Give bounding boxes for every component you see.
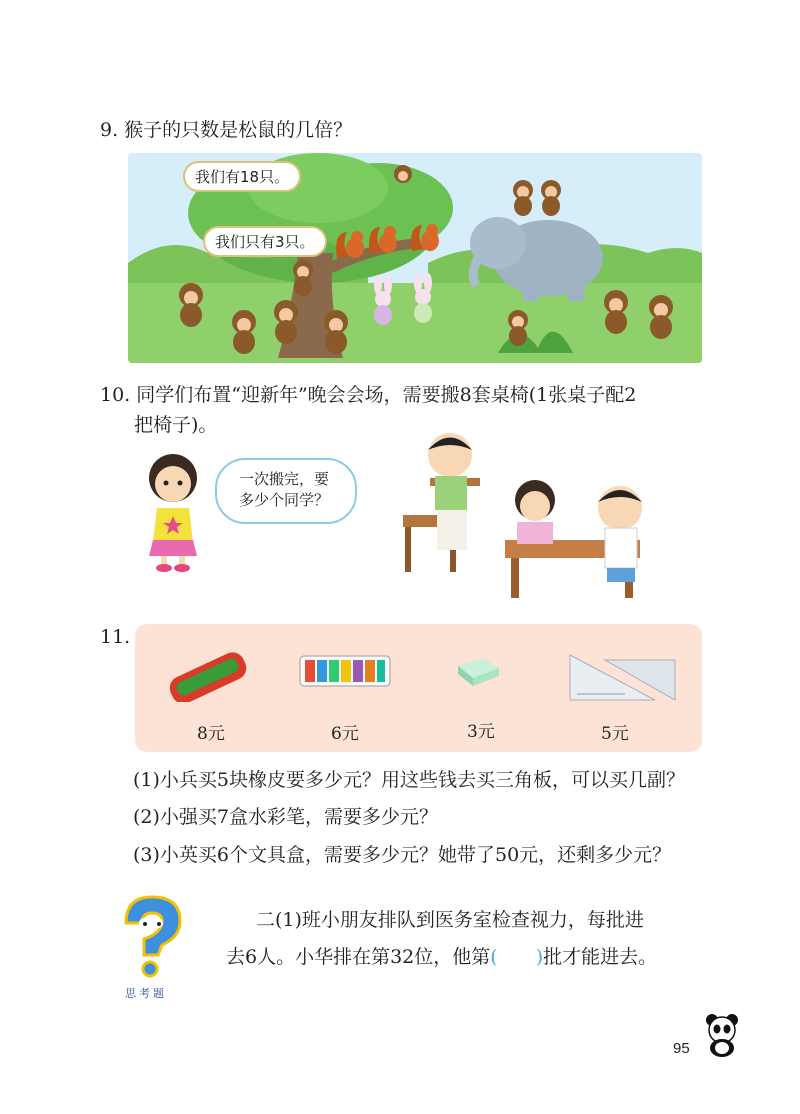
monkey-icon <box>173 281 209 331</box>
monkey-icon <box>536 178 566 220</box>
monkeys-speech-bubble: 我们有18只。 <box>183 161 301 192</box>
thought-bubble-line2: 多少个同学？ <box>239 491 330 509</box>
thinking-question-line1: 二(1)班小朋友排队到医务室检查视力，每批进 <box>256 909 644 931</box>
page-number: 95 <box>673 1040 690 1057</box>
question-11-part-2: (2)小强买7盒水彩笔，需要多少元？ <box>133 806 439 828</box>
monkey-icon <box>268 298 304 348</box>
squirrel-icon <box>333 228 367 264</box>
watercolor-pens-icon <box>295 646 395 700</box>
children-moving-furniture-illustration <box>395 430 670 619</box>
thinking-question-line2 <box>226 942 657 972</box>
monkey-icon <box>288 258 318 300</box>
monkey-icon <box>503 308 533 350</box>
question-10-line2: 把椅子)。 <box>134 414 218 436</box>
eraser-icon <box>453 654 503 692</box>
triangle-rulers-icon <box>565 650 680 709</box>
thinking-line2-end: 批才能进去。 <box>543 946 658 968</box>
thought-bubble-line1: 一次搬完，要 <box>239 470 330 488</box>
answer-blank[interactable]: ( ) <box>490 946 544 968</box>
question-11-part-1: (1)小兵买5块橡皮要多少元？用这些钱去买三角板，可以买几副？ <box>133 769 686 791</box>
question-11-number: 11. <box>100 626 131 648</box>
thinking-question-label: 思考题 <box>125 987 167 1000</box>
girl-thinking-illustration <box>135 450 210 579</box>
question-10-line1: 10. 同学们布置“迎新年”晚会会场，需要搬8套桌椅(1张桌子配2 <box>100 384 637 406</box>
monkeys-squirrels-scene <box>128 153 702 363</box>
question-mark-mascot-icon <box>110 893 190 982</box>
watercolor-pens-price: 6元 <box>331 724 359 744</box>
girl-thought-bubble <box>215 458 357 524</box>
panda-icon <box>700 1010 742 1062</box>
monkey-icon <box>318 308 354 358</box>
question-11-part-3: (3)小英买6个文具盒，需要多少元？她带了50元，还剩多少元？ <box>133 844 672 866</box>
squirrel-icon <box>366 223 400 259</box>
thinking-line2-start: 去6人。小华排在第32位，他第 <box>226 946 491 968</box>
monkey-icon <box>598 288 634 338</box>
question-9-text: 9. 猴子的只数是松鼠的几倍？ <box>100 119 353 141</box>
pencil-case-price: 8元 <box>197 724 225 744</box>
pencil-case-icon <box>163 642 258 706</box>
rabbit-icon <box>368 275 398 329</box>
squirrels-speech-bubble: 我们只有3只。 <box>203 226 327 257</box>
monkey-icon <box>643 293 679 343</box>
triangle-rulers-price: 5元 <box>601 724 629 744</box>
monkey-icon <box>508 178 538 220</box>
squirrel-icon <box>408 221 442 257</box>
monkey-icon <box>390 163 416 197</box>
stationery-price-panel <box>135 624 702 752</box>
rabbit-icon <box>408 273 438 327</box>
eraser-price: 3元 <box>467 722 495 742</box>
monkey-icon <box>226 308 262 358</box>
